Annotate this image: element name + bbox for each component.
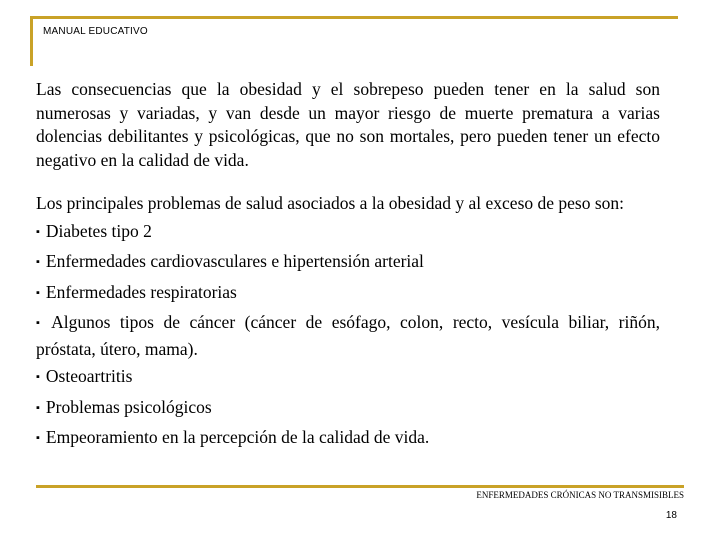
footer-label: ENFERMEDADES CRÓNICAS NO TRANSMISIBLES <box>476 490 684 500</box>
page-number: 18 <box>665 510 677 521</box>
header-top-rule <box>30 16 678 19</box>
paragraph-problems <box>36 192 660 453</box>
header-left-rule <box>30 16 33 66</box>
list-item-text: Diabetes tipo 2 <box>45 220 152 241</box>
bullet-icon: ▪ <box>36 317 46 329</box>
list-item <box>36 220 660 247</box>
list-item <box>36 426 660 453</box>
bullet-icon: ▪ <box>36 286 40 299</box>
bullet-icon: ▪ <box>36 256 40 268</box>
bullet-icon: ▪ <box>36 432 40 444</box>
list-item-text: Enfermedades respiratorias <box>45 281 237 302</box>
problems-intro-text: Los principales problemas de salud asociados a la obesidad y al exceso de peso son: <box>36 193 625 213</box>
list-item-text: Algunos tipos de cáncer (cáncer de esófago, colon, recto, vesícula biliar, riñón, próstata, útero, mama). <box>36 312 660 359</box>
footer-rule <box>36 485 684 488</box>
main-content <box>36 78 660 453</box>
bullet-icon: ▪ <box>36 225 40 238</box>
list-item <box>36 250 660 277</box>
list-item-text: Empeoramiento en la percepción de la calidad de vida. <box>45 427 430 447</box>
list-item <box>36 281 660 308</box>
bullet-icon: ▪ <box>36 401 40 414</box>
health-problems-list <box>36 220 660 453</box>
header-label: MANUAL EDUCATIVO <box>43 26 148 37</box>
list-item-text: Problemas psicológicos <box>45 396 212 417</box>
list-item-text: Enfermedades cardiovasculares e hipertensión arterial <box>45 251 424 271</box>
list-item <box>36 365 660 392</box>
paragraph-intro: Las consecuencias que la obesidad y el sobrepeso pueden tener en la salud son numerosas y variadas, y van desde un mayor riesgo de muerte prematura a varias dolencias debilitantes y psicológicas, que no son mortales, pero pueden tener un efecto negativo en la calidad de vida. <box>36 79 660 170</box>
list-item-text: Osteoartritis <box>45 366 133 386</box>
list-item <box>36 396 660 423</box>
list-item <box>36 311 660 361</box>
bullet-icon: ▪ <box>36 371 40 383</box>
